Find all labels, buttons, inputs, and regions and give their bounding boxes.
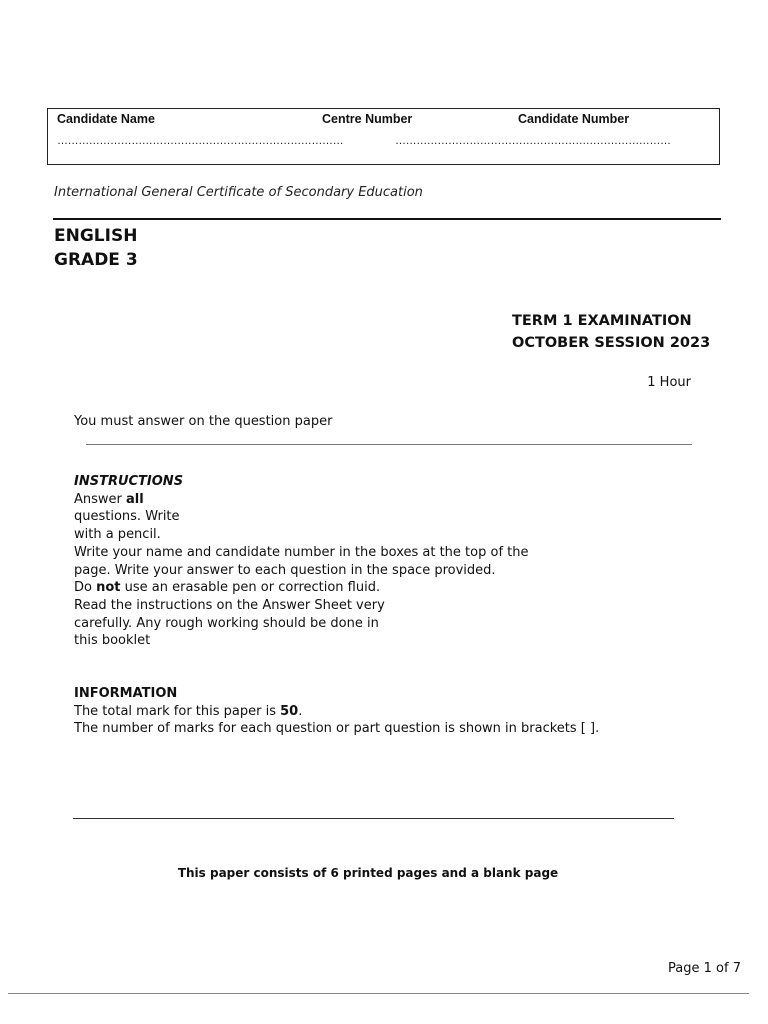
exam-session-block	[512, 310, 710, 354]
page-number: Page 1 of 7	[668, 961, 741, 976]
candidate-name-label: Candidate Name	[57, 112, 155, 126]
candidate-details-box	[47, 108, 720, 165]
candidate-name-field[interactable]: ………………………………………………………………………	[57, 135, 344, 147]
instruction-line: Do not use an erasable pen or correction fluid.	[74, 580, 381, 596]
page-bottom-rule	[8, 993, 749, 994]
instruction-line: Write your name and candidate number in the boxes at the top of the	[74, 544, 529, 560]
session-title: OCTOBER SESSION 2023	[512, 335, 711, 351]
term-title: TERM 1 EXAMINATION	[512, 313, 692, 329]
header-divider	[53, 218, 721, 220]
exam-duration: 1 Hour	[647, 375, 691, 390]
candidate-number-field[interactable]: ……………………………………………………………………	[395, 135, 671, 147]
subject-title: ENGLISH	[54, 226, 138, 246]
centre-number-label: Centre Number	[322, 112, 413, 126]
page-count-note: This paper consists of 6 printed pages and a blank page	[177, 866, 559, 880]
instructions-heading: INSTRUCTIONS	[74, 474, 184, 489]
instruction-line: page. Write your answer to each question in the space provided.	[74, 562, 496, 578]
answer-note: You must answer on the question paper	[74, 414, 333, 429]
section-divider	[86, 444, 692, 445]
information-line: The number of marks for each question or part question is shown in brackets [ ].	[74, 721, 600, 737]
qualification-title: International General Certificate of Secondary Education	[54, 185, 423, 200]
instruction-line: with a pencil.	[74, 527, 161, 543]
candidate-number-label: Candidate Number	[518, 112, 630, 126]
instruction-line: carefully. Any rough working should be done in	[74, 615, 379, 631]
instructions-section	[74, 473, 529, 650]
information-section	[74, 685, 599, 738]
grade-title: GRADE 3	[54, 250, 138, 270]
footer-divider	[73, 818, 674, 819]
instruction-line: Read the instructions on the Answer Sheet very	[74, 597, 385, 613]
subject-block	[54, 224, 138, 272]
information-line: The total mark for this paper is 50.	[74, 703, 303, 719]
instruction-line: this booklet	[74, 633, 151, 649]
instruction-line: questions. Write	[74, 509, 180, 525]
information-heading: INFORMATION	[74, 686, 178, 701]
instruction-line: Answer all	[74, 491, 144, 507]
